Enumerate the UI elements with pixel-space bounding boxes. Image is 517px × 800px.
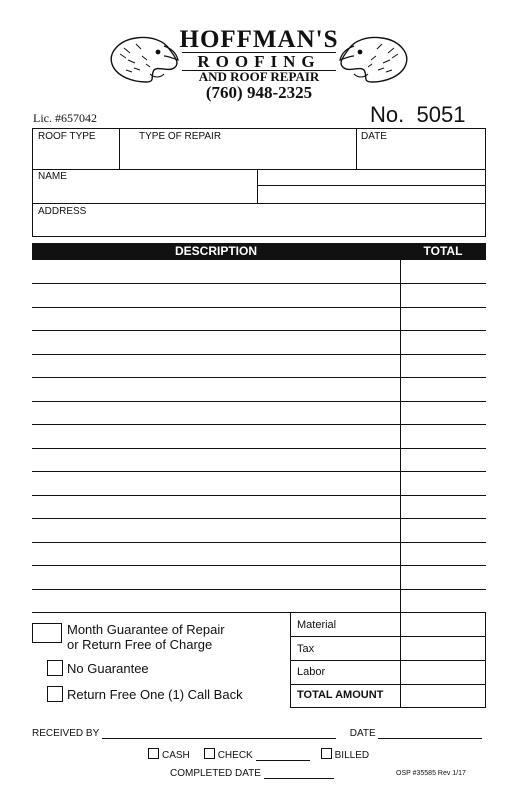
name-label: NAME (38, 171, 67, 182)
return-free-checkbox[interactable] (47, 686, 63, 702)
roof-type-label: ROOF TYPE (38, 131, 96, 142)
completed-date-label: COMPLETED DATE (170, 768, 261, 779)
billed-label: BILLED (334, 750, 370, 761)
labor-label: Labor (297, 666, 326, 678)
no-guarantee-label: No Guarantee (67, 661, 149, 676)
total-amount-label: TOTAL AMOUNT (297, 689, 384, 701)
ticket-number (370, 102, 488, 128)
date-label: DATE (361, 131, 387, 142)
month-guarantee-line2: or Return Free of Charge (67, 637, 213, 652)
completed-date-line[interactable] (264, 768, 334, 779)
total-amount-field[interactable] (402, 686, 484, 707)
table-row[interactable] (32, 448, 486, 471)
month-guarantee-line1: Month Guarantee of Repair (67, 622, 225, 637)
footer-date-line[interactable] (378, 728, 482, 739)
return-free-label: Return Free One (1) Call Back (67, 687, 243, 702)
footer-date-label: DATE (349, 728, 376, 739)
payment-row (148, 748, 369, 761)
billed-checkbox[interactable] (321, 748, 332, 759)
table-row[interactable] (32, 401, 486, 424)
company-tagline: AND ROOF REPAIR (198, 69, 320, 84)
table-row[interactable] (32, 495, 486, 518)
received-by-line[interactable] (102, 728, 336, 739)
labor-amount-field[interactable] (402, 662, 484, 683)
table-row[interactable] (32, 354, 486, 377)
company-roofing: ROOFING (182, 52, 336, 71)
table-row[interactable] (32, 518, 486, 541)
received-by-label: RECEIVED BY (32, 728, 100, 739)
cash-label: CASH (162, 750, 190, 761)
month-guarantee-box[interactable] (32, 623, 62, 643)
table-row[interactable] (32, 565, 486, 588)
number-label: No. (370, 102, 405, 127)
table-row[interactable] (32, 424, 486, 447)
table-row[interactable] (32, 283, 486, 306)
completed-date-row (170, 768, 334, 779)
check-label: CHECK (217, 750, 253, 761)
company-phone: (760) 948-2325 (205, 83, 313, 102)
received-by-row (32, 728, 488, 739)
tax-label: Tax (297, 643, 315, 655)
type-of-repair-label: TYPE OF REPAIR (139, 131, 222, 142)
tax-amount-field[interactable] (402, 638, 484, 659)
type-of-repair-field[interactable] (121, 143, 355, 168)
check-number-line[interactable] (256, 750, 310, 761)
month-guarantee-text (67, 622, 225, 652)
name-field[interactable] (34, 182, 256, 202)
number-value: 5051 (416, 102, 466, 127)
table-row[interactable] (32, 330, 486, 353)
company-name: HOFFMAN'S (179, 26, 339, 53)
table-row[interactable] (32, 589, 486, 612)
roof-type-field[interactable] (34, 143, 118, 168)
cash-checkbox[interactable] (148, 748, 159, 759)
form-code: OSP #35585 Rev 1/17 (396, 770, 466, 777)
table-row[interactable] (32, 307, 486, 330)
table-row[interactable] (32, 542, 486, 565)
no-guarantee-checkbox[interactable] (47, 660, 63, 676)
description-header: DESCRIPTION (174, 244, 257, 258)
license-number: Lic. #657042 (33, 111, 97, 125)
table-row[interactable] (32, 260, 486, 283)
address-field[interactable] (34, 217, 484, 236)
total-header: TOTAL (423, 244, 463, 258)
address-label: ADDRESS (38, 206, 87, 217)
table-row[interactable] (32, 471, 486, 494)
check-checkbox[interactable] (204, 748, 215, 759)
table-row[interactable] (32, 377, 486, 400)
material-label: Material (297, 619, 337, 631)
date-field[interactable] (358, 143, 484, 168)
material-amount-field[interactable] (402, 614, 484, 635)
